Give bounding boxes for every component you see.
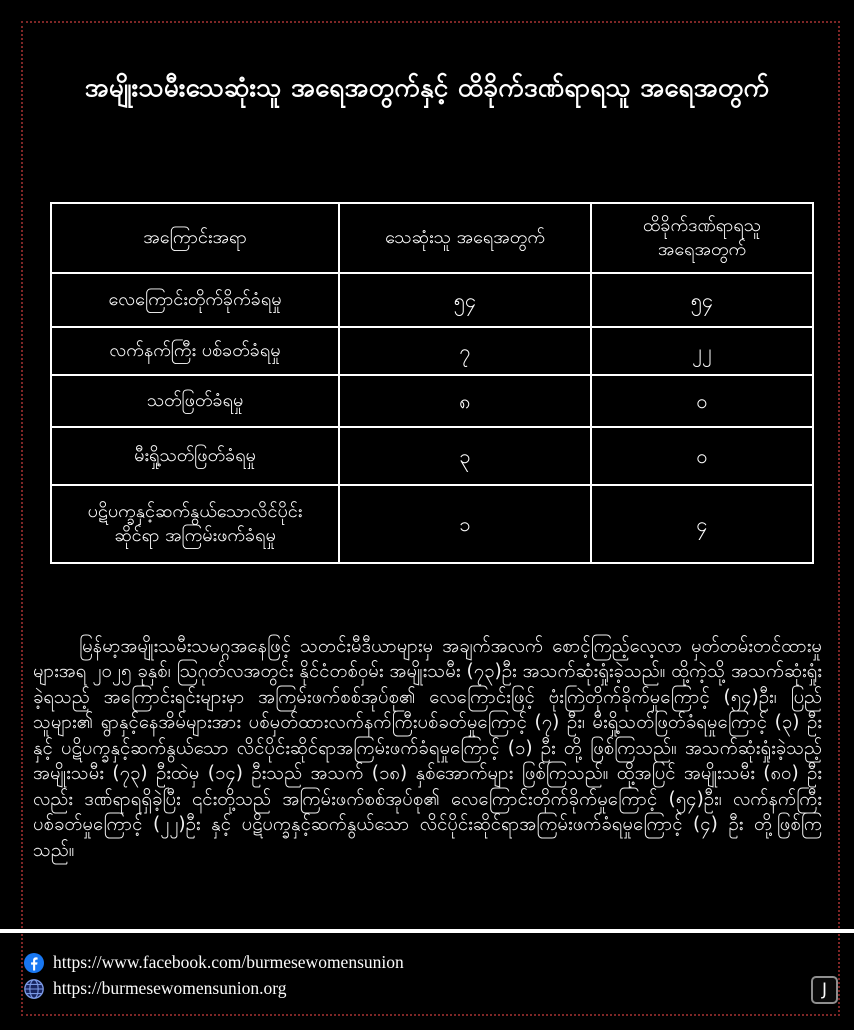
facebook-icon: [24, 953, 44, 973]
page-title: အမျိုးသမီးသေဆုံးသူ အရေအတွက်နှင့် ထိခိုက်ဒဏ်ရာရသူ အရေအတွက်: [84, 73, 770, 103]
facebook-url-link[interactable]: https://www.facebook.com/burmesewomensunion: [53, 952, 404, 972]
row-label: ပဋိပက္ခနှင့်ဆက်နွယ်သောလိင်ပိုင်းဆိုင်ရာ အကြမ်းဖက်ခံရမှု: [51, 485, 339, 563]
footer: [24, 952, 404, 999]
row-label: မီးရှို့သတ်ဖြတ်ခံရမှု: [51, 427, 339, 485]
deaths-value: ၈: [339, 375, 591, 427]
table-header-row: [51, 203, 813, 273]
column-header-injured: ထိခိုက်ဒဏ်ရာရသူ အရေအတွက်: [591, 203, 813, 273]
deaths-value: ၅၄: [339, 273, 591, 327]
column-header-topic: အကြောင်းအရာ: [51, 203, 339, 273]
injured-value: ၂၂: [591, 327, 813, 375]
injured-value: ၅၄: [591, 273, 813, 327]
j-watermark-badge: J: [811, 976, 838, 1004]
injured-value: ၄: [591, 485, 813, 563]
footer-divider-line: [0, 929, 854, 933]
table-row: [51, 375, 813, 427]
casualty-table: [50, 202, 814, 564]
table-row: [51, 427, 813, 485]
column-header-deaths: သေဆုံးသူ အရေအတွက်: [339, 203, 591, 273]
deaths-value: ၃: [339, 427, 591, 485]
summary-paragraph: မြန်မာ့အမျိုးသမီးသမဂ္ဂအနေဖြင့် သတင်းမီဒီယာများမှ အချက်အလက် စောင့်ကြည့်လေ့လာ မှတ်တမ်းတင်ထားမှုများအရ ၂၀၂၅ ခုနှစ်၊ ဩဂုတ်လအတွင်း နိုင်ငံတစ်ဝှမ်း အမျိုးသမီး (၇၃)ဦး အသက်ဆုံးရှုံးခဲ့သည်။ ထို့ကဲ့သို့ အသက်ဆုံးရှုံးခဲ့ရသည့် အကြောင်းရင်းများမှာ အကြမ်းဖက်စစ်အုပ်စု၏ လေကြောင်းဖြင့် ဗုံးကြဲတိုက်ခိုက်မှုကြောင့် (၅၄)ဦး၊ ပြည်သူများ၏ ရွာနှင့်နေအိမ်များအား ပစ်မှတ်ထားလက်နက်ကြီးပစ်ခတ်မှုကြောင့် (၇) ဦး၊ မီးရှို့သတ်ဖြတ်ခံရမှုကြောင့် (၃) ဦးနှင့် ပဋိပက္ခနှင့်ဆက်နွယ်သော လိင်ပိုင်းဆိုင်ရာအကြမ်းဖက်ခံရမှုကြောင့် (၁) ဦး တို့ ဖြစ်ကြသည်။ အသက်ဆုံးရှုံးခဲ့သည့် အမျိုးသမီး (၇၃) ဦးထဲမှ (၁၄) ဦးသည် အသက် (၁၈) နှစ်အောက်များ ဖြစ်ကြသည်။ ထို့အပြင် အမျိုးသမီး (၈၀) ဦးလည်း ဒဏ်ရာရရှိခဲ့ပြီး ၎င်းတို့သည် အကြမ်းဖက်စစ်အုပ်စု၏ လေကြောင်းတိုက်ခိုက်မှုကြောင့် (၅၄)ဦး၊ လက်နက်ကြီးပစ်ခတ်မှုကြောင့် (၂၂)ဦး နှင့် ပဋိပက္ခနှင့်ဆက်နွယ်သော လိင်ပိုင်းဆိုင်ရာအကြမ်းဖက်ခံရမှုကြောင့် (၄) ဦး တို့ဖြစ်ကြသည်။: [33, 635, 822, 861]
deaths-value: ၁: [339, 485, 591, 563]
row-label: လေကြောင်းတိုက်ခိုက်ခံရမှု: [51, 273, 339, 327]
table-row: [51, 273, 813, 327]
facebook-link-row: [24, 952, 404, 973]
deaths-value: ၇: [339, 327, 591, 375]
injured-value: ၀: [591, 427, 813, 485]
table-row: [51, 485, 813, 563]
website-url-link[interactable]: https://burmesewomensunion.org: [53, 978, 287, 998]
table-row: [51, 327, 813, 375]
globe-icon: [24, 979, 44, 999]
injured-value: ၀: [591, 375, 813, 427]
row-label: လက်နက်ကြီး ပစ်ခတ်ခံရမှု: [51, 327, 339, 375]
website-link-row: [24, 978, 404, 999]
row-label: သတ်ဖြတ်ခံရမှု: [51, 375, 339, 427]
